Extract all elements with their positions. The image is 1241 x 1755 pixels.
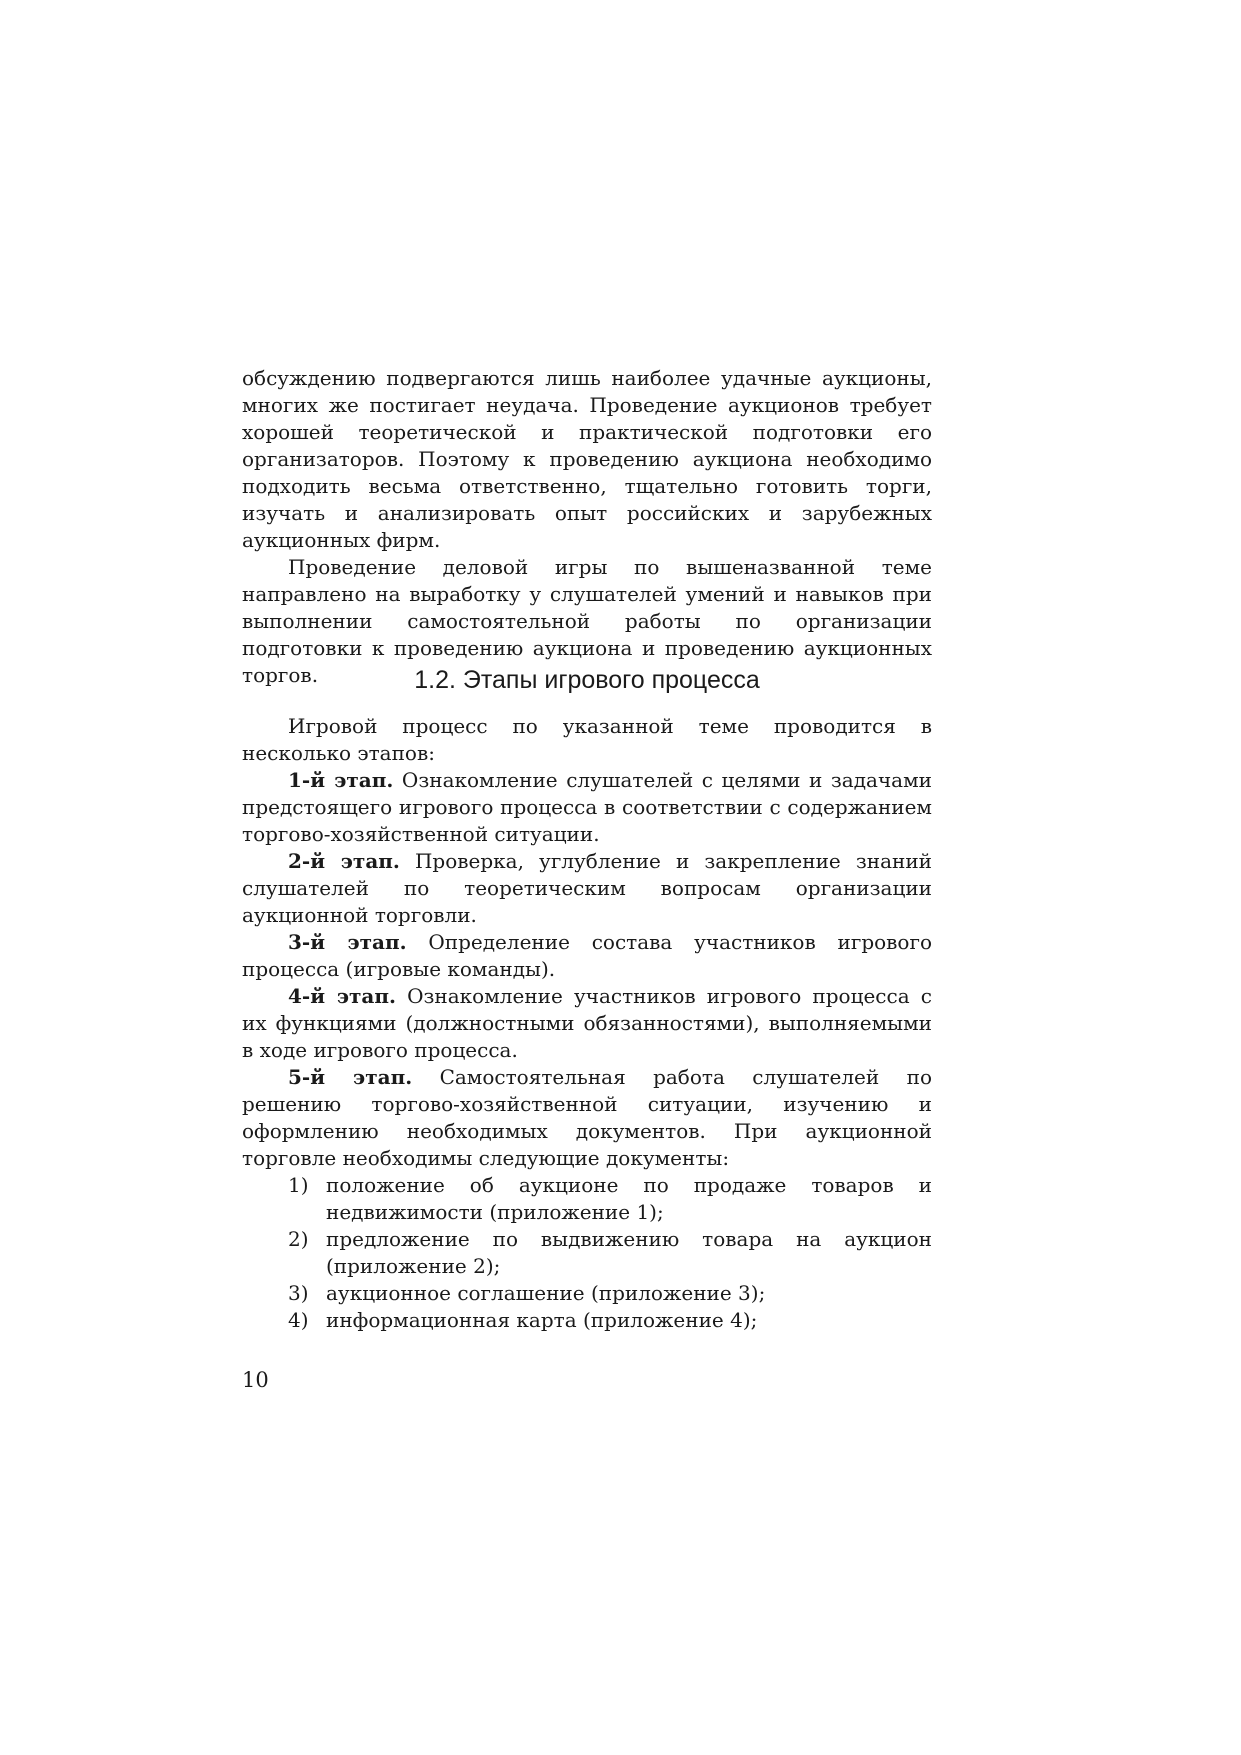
list-item-number: 4) (288, 1308, 309, 1332)
stage-paragraph (242, 767, 932, 848)
list-item (242, 1226, 932, 1280)
stage-text: Ознакомление слушателей с целями и задачами предстоящего игрового процесса в соответствии с содержанием торгово-хозяйственной ситуации. (242, 768, 932, 846)
page-number: 10 (242, 1368, 269, 1392)
list-item-number: 2) (288, 1227, 309, 1251)
list-item-text: информационная карта (приложение 4); (326, 1308, 758, 1332)
stage-paragraph (242, 1064, 932, 1172)
stage-paragraph (242, 929, 932, 983)
stage-text: Проверка, углубление и закрепление знаний слушателей по теоретическим вопросам организации аукционной торговли. (242, 849, 932, 927)
documents-list (242, 1172, 932, 1334)
list-item-number: 1) (288, 1173, 309, 1197)
intro-text (242, 365, 932, 689)
section-intro: Игровой процесс по указанной теме проводится в несколько этапов: (242, 714, 932, 765)
stage-paragraph (242, 848, 932, 929)
intro-paragraph: Проведение деловой игры по вышеназванной теме направлено на выработку у слушателей умений и навыков при выполнении самостоятельной работы по организации подготовки к проведению аукциона и проведению аукционных торгов. (242, 555, 932, 687)
stages-text (242, 713, 932, 1334)
list-item (242, 1307, 932, 1334)
stage-label: 1-й этап. (288, 768, 394, 792)
list-item (242, 1172, 932, 1226)
stage-label: 4-й этап. (288, 984, 396, 1008)
intro-paragraph: обсуждению подвергаются лишь наиболее удачные аукционы, многих же постигает неудача. Проведение аукционов требует хорошей теоретической и практической подготовки его организаторов. Поэтому к проведению аукциона необходимо подходить весьма ответственно, тщательно готовить торги, изучать и анализировать опыт российских и зарубежных аукционных фирм. (242, 366, 932, 552)
stage-label: 2-й этап. (288, 849, 400, 873)
stage-text: Ознакомление участников игрового процесса с их функциями (должностными обязанностями), выполняемыми в ходе игрового процесса. (242, 984, 932, 1062)
list-item-text: аукционное соглашение (приложение 3); (326, 1281, 766, 1305)
stage-label: 3-й этап. (288, 930, 407, 954)
list-item-number: 3) (288, 1281, 309, 1305)
list-item-text: положение об аукционе по продаже товаров и недвижимости (приложение 1); (326, 1173, 932, 1224)
stage-label: 5-й этап. (288, 1065, 413, 1089)
stage-text: Определение состава участников игрового процесса (игровые команды). (242, 930, 932, 981)
section-heading: 1.2. Этапы игрового процесса (414, 666, 760, 694)
list-item-text: предложение по выдвижению товара на аукцион (приложение 2); (326, 1227, 932, 1278)
stage-paragraph (242, 983, 932, 1064)
list-item (242, 1280, 932, 1307)
stage-text: Самостоятельная работа слушателей по решению торгово-хозяйственной ситуации, изучению и оформлению необходимых документов. При аукционной торговле необходимы следующие документы: (242, 1065, 932, 1170)
